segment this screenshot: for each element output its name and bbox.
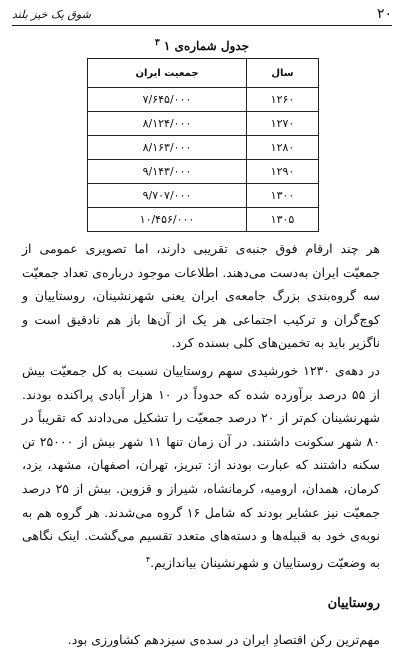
table-row	[88, 208, 319, 232]
section-heading: روستاییان	[327, 596, 380, 611]
population-cell: ۹/۷۰۷/۰۰۰	[88, 184, 247, 208]
paragraph-2	[22, 359, 380, 575]
population-cell: ۷/۶۴۵/۰۰۰	[88, 88, 247, 112]
footnote-mark: ۴	[145, 554, 151, 564]
year-cell: ۱۲۷۰	[247, 112, 319, 136]
table-caption	[0, 38, 404, 53]
year-cell: ۱۳۰۵	[247, 208, 319, 232]
running-title: شوق یک خیز بلند	[12, 7, 91, 21]
page-header	[12, 3, 392, 26]
population-cell: ۱۰/۴۵۶/۰۰۰	[88, 208, 247, 232]
paragraph-text-span: در دهه‌ی ۱۲۳۰ خورشیدی سهم روستاییان نسبت به کل جمعیّت بیش از ۵۵ درصد برآورده شده که حدوداً در ۱۰ هزار آبادی پراکنده بودند. شهرنشینان کم‌تر از ۲۰ درصد جمعیّت را تشکیل می‌دادند که تقریباً در ۸۰ شهر سکونت داشتند. در آن زمان تنها ۱۱ شهر بیش از ۲۵۰۰۰ تن سکنه داشتند که عبارت بودند از: تبریز، تهران، اصفهان، مشهد، یزد، کرمان، همدان، ارومیه، کرمانشاه، شیراز و قزوین. بیش از ۲۵ درصد جمعیّت نیز عشایر بودند که شامل ۱۶ گروه می‌شدند. هر گروه هم به نوبه‌ی خود به قبیله‌ها و دسته‌های متعدد تقسیم می‌گشت. اینک نگاهی به وضعیّت روستاییان و شهرنشینان بیاندازیم.	[22, 363, 381, 570]
column-header-year: سال	[247, 59, 319, 88]
year-cell: ۱۲۶۰	[247, 88, 319, 112]
table-row	[88, 184, 319, 208]
population-cell: ۸/۱۲۴/۰۰۰	[88, 112, 247, 136]
population-cell: ۸/۱۶۳/۰۰۰	[88, 136, 247, 160]
table-row	[88, 136, 319, 160]
table-row	[88, 88, 319, 112]
year-cell: ۱۲۸۰	[247, 136, 319, 160]
page-number: ۲۰	[376, 6, 392, 22]
paragraph-text: هر چند ارقام فوق جنبه‌ی تقریبی دارند، اما تصویری عمومی از جمعیّت ایران به‌دست می‌دهند. اطلاعات موجود درباره‌ی تعداد جمعیّت سه گروه‌بندی بزرگ جامعه‌ی ایران یعنی شهرنشینان، روستاییان و کوچ‌گران و ترکیب اجتماعی هر یک از آن‌ها باز هم نادقیق است و ناگزیر باید به تخمین‌های کلی بسنده کرد.	[22, 241, 380, 351]
population-table	[87, 58, 319, 232]
column-header-population: جمعیت ایران	[88, 59, 247, 88]
footnote-mark: ۳	[154, 38, 160, 48]
table-row	[88, 112, 319, 136]
paragraph-1	[22, 237, 380, 355]
section-first-line: مهم‌ترین رکن اقتصادِ ایران در سده‌ی سیزدهم کشاورزی بود.	[67, 632, 380, 647]
paragraph-text	[22, 359, 380, 575]
population-cell: ۹/۱۴۳/۰۰۰	[88, 160, 247, 184]
table-caption-text: جدول شماره‌ی ۱	[163, 39, 250, 53]
table-header-row	[88, 59, 319, 88]
year-cell: ۱۲۹۰	[247, 160, 319, 184]
year-cell: ۱۳۰۰	[247, 184, 319, 208]
table-row	[88, 160, 319, 184]
